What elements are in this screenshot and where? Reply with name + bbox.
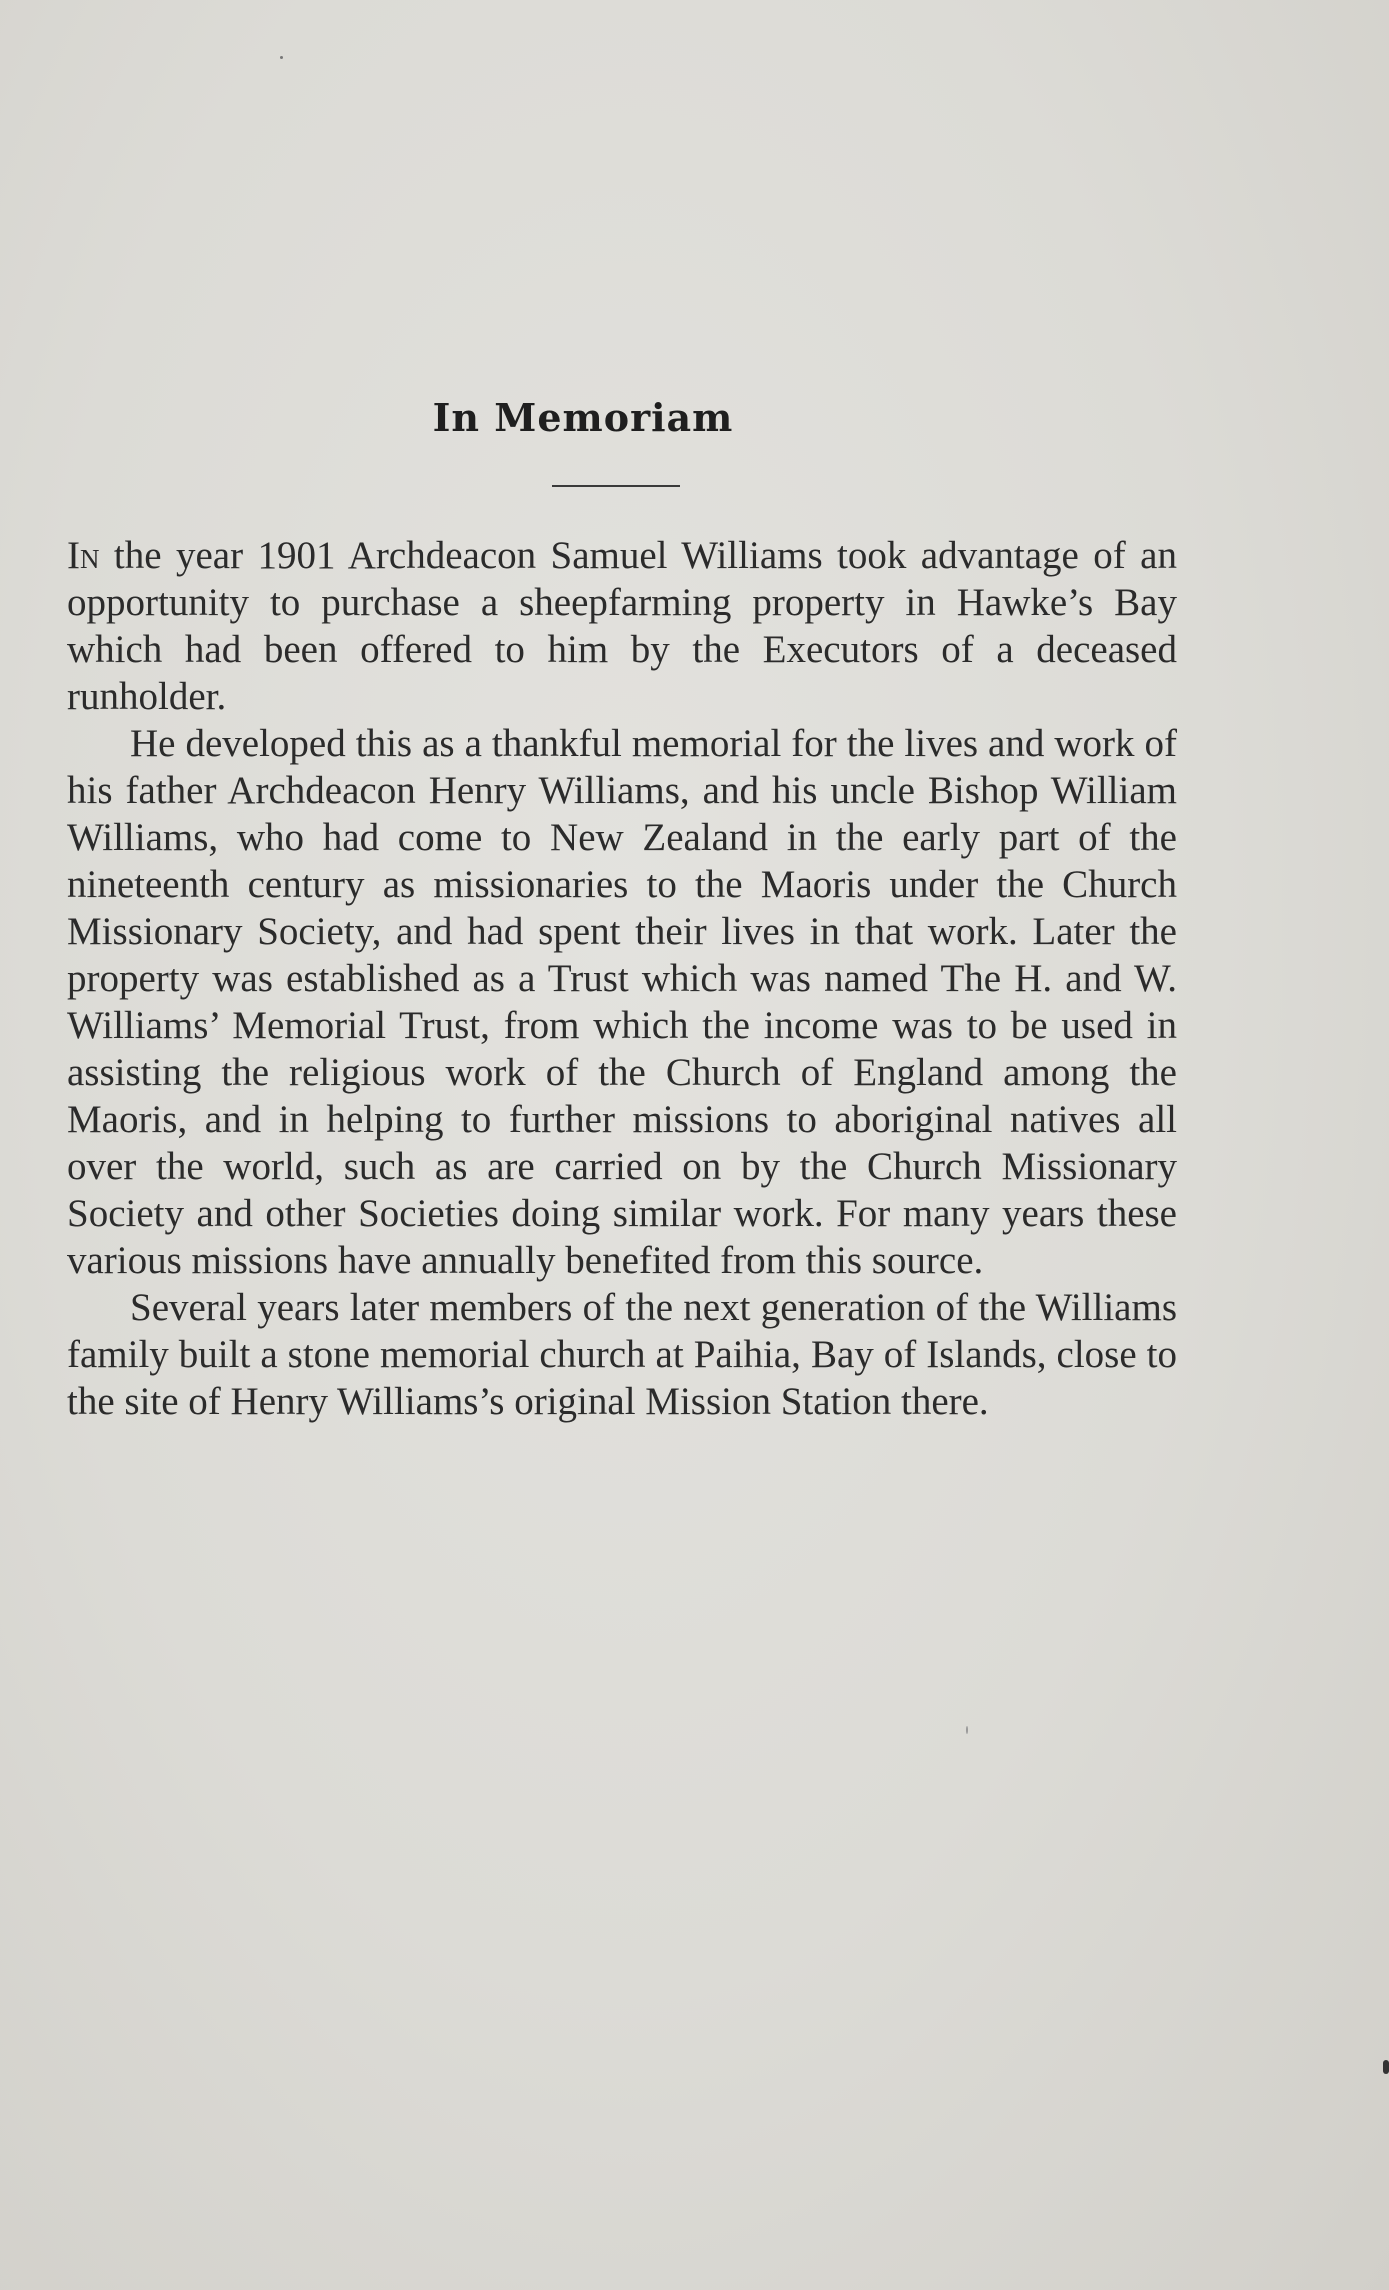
paragraph-text: the year 1901 Archdeacon Samuel Williams took advantage of an opportunity to purchase a sheepfarming property in Hawke’s Bay which had been offered to him by the Executors of a deceased runholder.	[67, 534, 1177, 718]
paragraph-3	[67, 1284, 1177, 1425]
paper-mark	[1383, 2060, 1389, 2074]
paragraph-text: He developed this as a thankful memorial for the lives and work of his father Archdeacon Henry Williams, and his uncle Bishop William Williams, who had come to New Zealand in the early part of the nineteenth century as missionaries to the Maoris under the Church Missionary Society, and had spent their lives in that work. Later the property was established as a Trust which was named The H. and W. Williams’ Memorial Trust, from which the income was to be used in assisting the religious work of the Church of England among the Maoris, and in helping to further missions to aboriginal natives all over the world, such as are carried on by the Church Missionary Society and other Societies doing similar work. For many years these various missions have annually benefited from this source.	[67, 722, 1177, 1282]
paper-speck	[280, 56, 283, 59]
page-title: In Memoriam	[432, 395, 734, 440]
paragraph-lead: In	[67, 534, 100, 577]
body-text	[67, 532, 1177, 1425]
paragraph-text: Several years later members of the next generation of the Williams family built a stone memorial church at Paihia, Bay of Islands, close to the site of Henry Williams’s original Mission Station there.	[67, 1286, 1177, 1423]
paragraph-1	[67, 532, 1177, 720]
paper-speck	[966, 1726, 968, 1734]
title-divider	[552, 485, 680, 487]
paragraph-2	[67, 720, 1177, 1284]
